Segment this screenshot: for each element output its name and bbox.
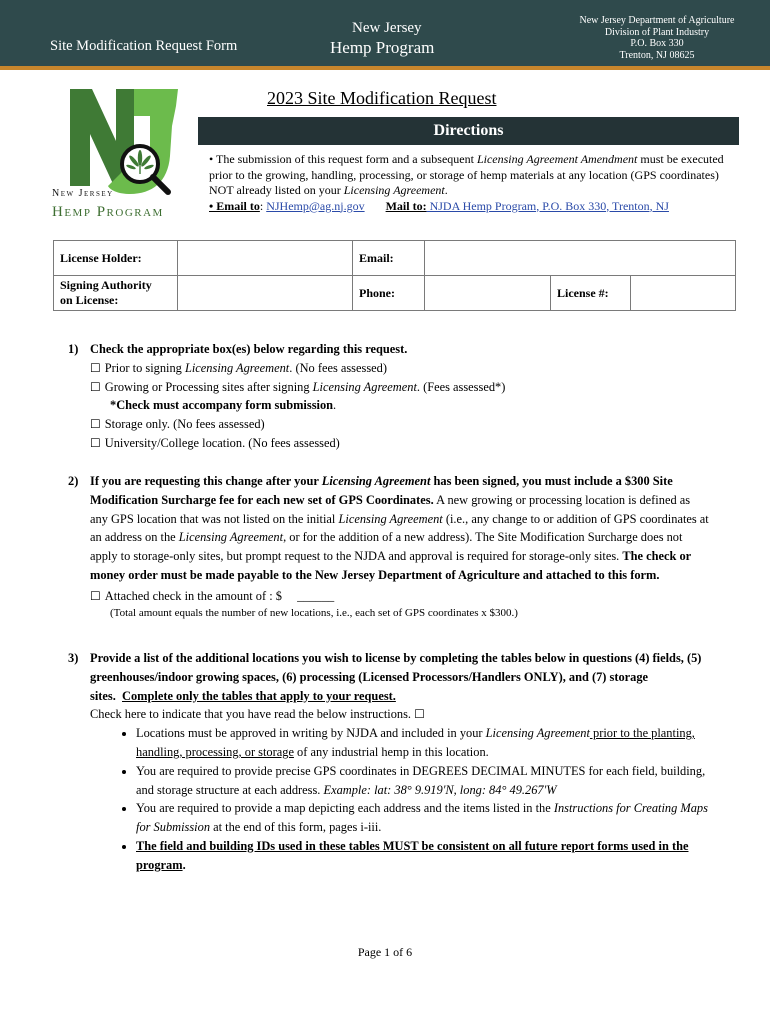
signing-authority-label-line: on License:: [60, 293, 119, 307]
q2-emphasis: Licensing Agreement: [338, 511, 443, 526]
directions-heading: Directions: [198, 117, 739, 145]
email-field[interactable]: [425, 241, 736, 276]
q1-option-text: Storage only. (No fees assessed): [104, 417, 265, 432]
q1-option-text: Growing or Processing sites after signing: [104, 379, 313, 394]
checkbox-university[interactable]: ☐: [90, 435, 101, 450]
license-holder-field[interactable]: [178, 241, 353, 276]
q1-option-text: University/College location. (No fees assessed): [104, 435, 340, 450]
q1-number: 1): [68, 342, 79, 356]
q2-text: (i.e., any change to or addition of GPS coordinates at an address on the: [90, 511, 709, 545]
email-colon: :: [259, 198, 267, 213]
mail-label: Mail to:: [385, 198, 427, 213]
directions-text-emphasis: Licensing Agreement Amendment: [476, 152, 638, 166]
checkbox-read-instructions[interactable]: ☐: [414, 707, 425, 722]
header-rule: [0, 66, 770, 70]
q2-payable-note: The check or money order must be made payable to the New Jersey Department of Agriculture and attached to this form.: [90, 549, 691, 582]
check-amount-note: (Total amount equals the number of new locations, i.e., each set of GPS coordinates x $300.): [110, 606, 518, 619]
q3-bullet-text: You are required to provide a map depicting each address and the items listed in the: [136, 801, 554, 816]
q3-text: Provide a list of the additional locations you wish to license by completing the tables below in questions (4) fields, (5) greenhouses/indoor growing spaces, (6) processing (Licensed Processors/Handlers ONLY), and (7) storage sites.: [90, 651, 702, 703]
list-item: [136, 762, 710, 800]
email-link[interactable]: NJHemp@ag.nj.gov: [266, 198, 365, 213]
check-amount-field[interactable]: ______: [297, 588, 335, 603]
q3-underlined-note: Complete only the tables that apply to your request.: [122, 688, 396, 703]
form-name: Site Modification Request Form: [50, 38, 238, 54]
q2-number: 2): [68, 474, 79, 488]
q3-bullet-emphasis: Example: lat: 38° 9.919'N, long: 84° 49.267'W: [323, 782, 557, 797]
directions-text-emphasis: Licensing Agreement: [343, 183, 445, 197]
page-title: 2023 Site Modification Request: [267, 88, 497, 108]
header-banner: [0, 0, 770, 66]
header-program: Hemp Program: [330, 38, 435, 57]
license-number-label: License #:: [551, 276, 631, 311]
signing-authority-label: [54, 276, 178, 311]
q3-bullet-text: Locations must be approved in writing by NJDA and included in your: [136, 726, 486, 741]
q2-text: has been signed, you must include a $300 Site Modification Surcharge fee for each new set of GPS Coordinates.: [90, 474, 673, 507]
page-number: Page 1 of 6: [357, 945, 413, 959]
q2-text: If you are requesting this change after your: [90, 474, 322, 488]
mail-address-link[interactable]: NJDA Hemp Program, P.O. Box 330, Trenton, NJ: [426, 198, 669, 213]
checkbox-prior-signing[interactable]: ☐: [90, 360, 101, 375]
checkbox-storage-only[interactable]: ☐: [90, 417, 101, 432]
list-item: [136, 724, 710, 762]
instructions-list: [90, 724, 710, 874]
directions-text-part: .: [444, 183, 448, 197]
phone-field[interactable]: [425, 276, 551, 311]
directions-text: [209, 152, 729, 214]
q1-block: [90, 340, 710, 453]
q2-emphasis: Licensing Agreement: [178, 530, 284, 545]
signing-authority-label-line: Signing Authority: [60, 278, 152, 292]
q3-bullet-bold: The field and building IDs used in these tables MUST be consistent on all future report forms used in the program: [136, 838, 689, 872]
q1-option-text: . (Fees assessed*): [416, 379, 506, 394]
check-requirement-note: *Check must accompany form submission: [110, 398, 334, 413]
q3-bullet-text: You are required to provide precise GPS coordinates in DEGREES DECIMAL MINUTES for each field, building, and storage structure at each address.: [136, 763, 706, 797]
q1-heading: Check the appropriate box(es) below regarding this request.: [90, 342, 408, 356]
nj-logo-icon: [48, 86, 193, 196]
check-amount-label: Attached check in the amount of : $: [104, 588, 282, 603]
q2-block: [90, 472, 710, 621]
q3-block: [90, 649, 710, 875]
address-line: P.O. Box 330: [630, 38, 684, 49]
q2-emphasis: Licensing Agreement: [321, 474, 431, 488]
checkbox-after-signing[interactable]: ☐: [90, 379, 101, 394]
address-line: New Jersey Department of Agriculture: [579, 15, 735, 26]
license-info-table: [53, 240, 736, 311]
directions-text-part: must be executed prior to the growing, handling, processing, or storage of hemp materials at any location (GPS coordinates) NOT already listed on your: [209, 152, 724, 197]
q2-text: , or for the addition of a new address). The Site Modification Surcharge does not apply to storage-only sites, but prompt request to the NJDA and approval is required for storage-only sites.: [90, 530, 683, 564]
q3-check-line: Check here to indicate that you have read the below instructions.: [90, 707, 415, 722]
q3-bullet-emphasis: Instructions for Creating Maps for Submission: [136, 801, 708, 835]
directions-text-part: • The submission of this request form and a subsequent: [209, 152, 477, 166]
list-item: [136, 837, 710, 875]
q3-bullet-text: at the end of this form, pages i-iii.: [210, 820, 382, 835]
q3-number: 3): [68, 651, 79, 665]
q2-text: A new growing or processing location is defined as any GPS location that was not listed on the initial: [90, 492, 691, 526]
address-line: Division of Plant Industry: [604, 26, 710, 38]
q1-option-text: Prior to signing: [104, 360, 185, 375]
license-number-field[interactable]: [631, 276, 736, 311]
email-label-cell: Email:: [353, 241, 425, 276]
nj-hemp-logo: [48, 86, 193, 226]
license-holder-label: License Holder:: [54, 241, 178, 276]
signing-authority-field[interactable]: [178, 276, 353, 311]
header-address: [562, 15, 752, 61]
header-state: New Jersey: [352, 20, 422, 36]
phone-label: Phone:: [353, 276, 425, 311]
q1-option-text: . (No fees assessed): [289, 360, 387, 375]
q3-bullet-emphasis: Licensing Agreement: [485, 726, 590, 741]
logo-text-hemp-program: Hemp Program: [52, 204, 164, 220]
list-item: [136, 799, 710, 837]
address-line: Trenton, NJ 08625: [619, 49, 695, 61]
q1-option-emphasis: Licensing Agreement: [184, 360, 290, 375]
q3-bullet-end: .: [182, 857, 186, 872]
logo-text-new-jersey: New Jersey: [52, 188, 114, 199]
checkbox-attached-check[interactable]: ☐: [90, 588, 101, 603]
check-requirement-note-end: .: [333, 398, 337, 413]
q3-bullet-underline: prior to the planting, handling, processing, or storage: [136, 726, 695, 759]
email-label: • Email to: [209, 198, 260, 213]
q1-option-emphasis: Licensing Agreement: [312, 379, 417, 394]
q3-bullet-text: of any industrial hemp in this location.: [293, 744, 489, 759]
